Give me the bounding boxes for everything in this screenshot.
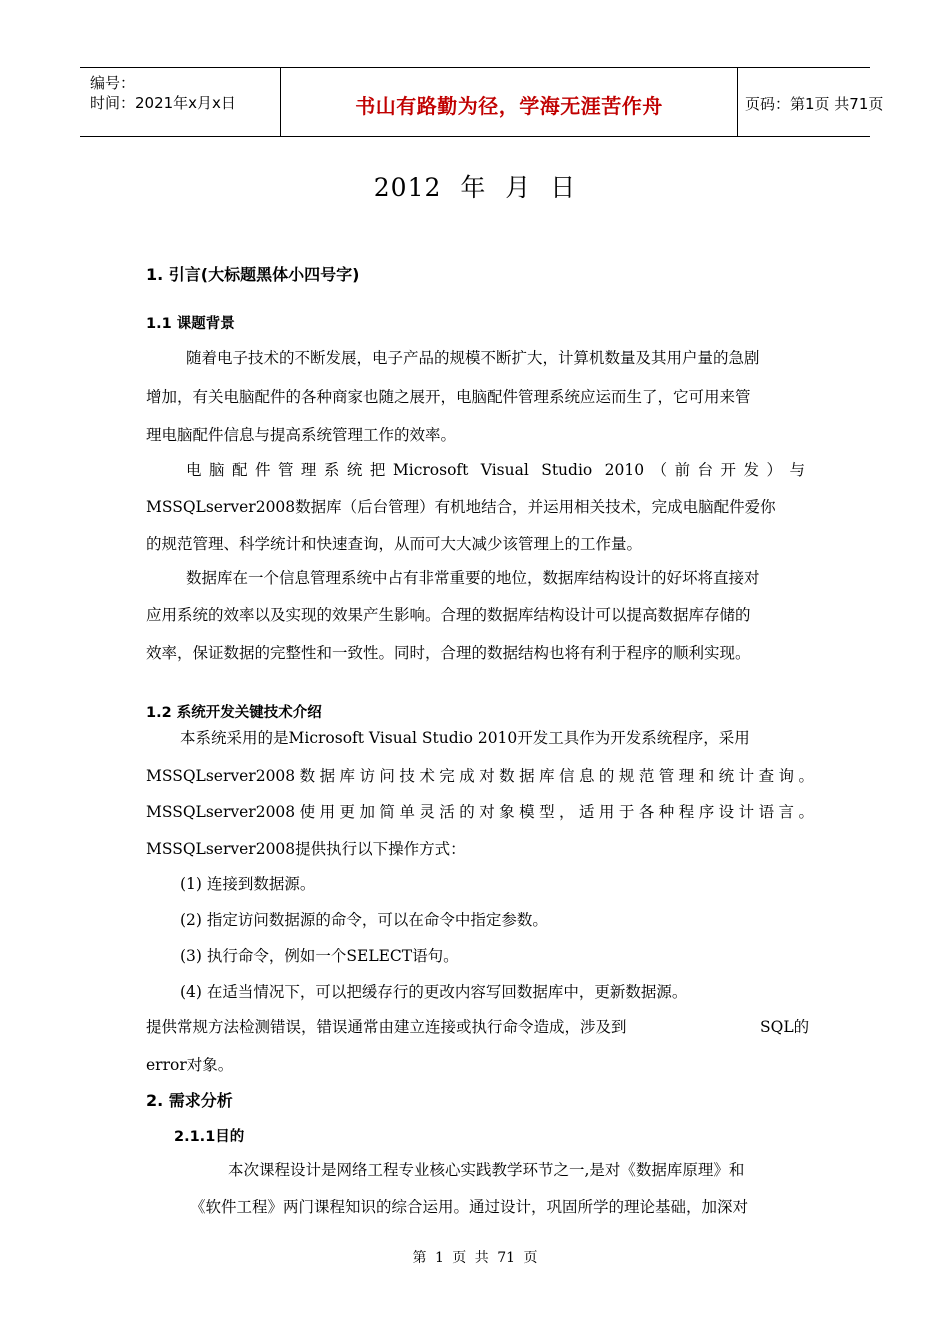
section-1-2-title: 1.2 系统开发关键技术介绍: [146, 705, 322, 721]
paragraph-line: 理电脑配件信息与提高系统管理工作的效率。: [146, 426, 457, 444]
header-motto-cell: [280, 68, 738, 136]
paragraph-line: MSSQLserver2008数据库访问技术完成对数据库信息的规范管理和统计查询。: [146, 767, 814, 785]
list-item: (3) 执行命令，例如一个SELECT语句。: [180, 947, 459, 965]
page-footer: 第 1 页 共 71 页: [412, 1250, 538, 1266]
paragraph-line: 电脑配件管理系统把Microsoft Visual Studio 2010（前台开发）与: [186, 461, 805, 479]
section-1-title: 1. 引言(大标题黑体小四号字): [146, 265, 360, 284]
paragraph-line: MSSQLserver2008提供执行以下操作方式：: [146, 840, 466, 858]
paragraph-line: 应用系统的效率以及实现的效果产生影响。合理的数据库结构设计可以提高数据库存储的: [146, 606, 751, 624]
paragraph-line: error对象。: [146, 1056, 234, 1074]
list-item: (4) 在适当情况下，可以把缓存行的更改内容写回数据库中，更新数据源。: [180, 983, 688, 1001]
section-2-1-1-title: 2.1.1目的: [174, 1129, 245, 1145]
section-1-1-title: 1.1 课题背景: [146, 316, 235, 332]
list-item: (1) 连接到数据源。: [180, 875, 316, 893]
paragraph-line: 增加，有关电脑配件的各种商家也随之展开，电脑配件管理系统应运而生了，它可用来管: [146, 388, 751, 406]
serial-number-label: 编号：: [90, 74, 136, 92]
page-code: 页码：第1页 共71页: [745, 95, 884, 113]
paragraph-line: 随着电子技术的不断发展，电子产品的规模不断扩大，计算机数量及其用户量的急剧: [186, 349, 760, 367]
paragraph-line: 的规范管理、科学统计和快速查询，从而可大大减少该管理上的工作量。: [146, 535, 643, 553]
motto-text: 书山有路勤为径，学海无涯苦作舟: [355, 94, 663, 118]
header-meta-cell: [80, 68, 280, 136]
section-2-title: 2. 需求分析: [146, 1091, 233, 1110]
time-label: 时间：2021年x月x日: [90, 94, 236, 112]
paragraph-line: 效率，保证数据的完整性和一致性。同时，合理的数据结构也将有利于程序的顺利实现。: [146, 644, 751, 662]
paragraph-line: 本系统采用的是Microsoft Visual Studio 2010开发工具作为开发系统程序，采用: [180, 729, 750, 747]
date-title: 2012 年 月 日: [373, 173, 577, 202]
paragraph-line: 数据库在一个信息管理系统中占有非常重要的地位，数据库结构设计的好坏将直接对: [186, 569, 760, 587]
header-page-cell: [737, 68, 884, 136]
paragraph-line: MSSQLserver2008数据库（后台管理）有机地结合，并运用相关技术，完成电脑配件爱你: [146, 498, 776, 516]
paragraph-line: 《软件工程》两门课程知识的综合运用。通过设计，巩固所学的理论基础，加深对: [190, 1198, 749, 1216]
list-item: (2) 指定访问数据源的命令，可以在命令中指定参数。: [180, 911, 548, 929]
page-header: [80, 67, 884, 137]
paragraph-line: 本次课程设计是网络工程专业核心实践教学环节之一,是对《数据库原理》和: [228, 1161, 745, 1179]
paragraph-line: 提供常规方法检测错误，错误通常由建立连接或执行命令造成，涉及到: [146, 1018, 627, 1036]
paragraph-line: MSSQLserver2008使用更加简单灵活的对象模型，适用于各种程序设计语言。: [146, 803, 814, 821]
paragraph-line-tail: SQL的: [760, 1018, 810, 1036]
